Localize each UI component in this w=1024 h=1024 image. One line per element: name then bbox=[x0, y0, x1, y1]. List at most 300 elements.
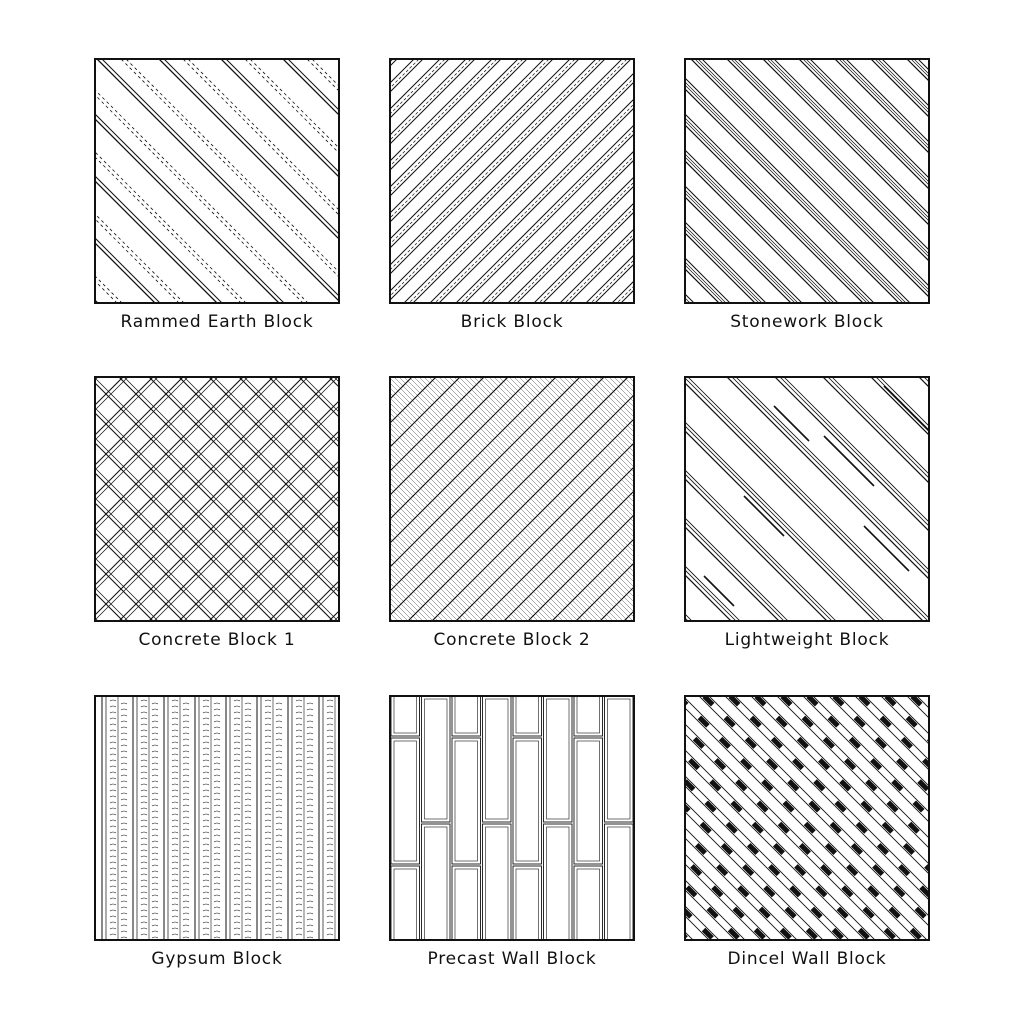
hatch-tick bbox=[265, 718, 271, 719]
hatch-tick bbox=[265, 754, 271, 755]
hatch-tick bbox=[152, 847, 158, 848]
hatch-tick bbox=[110, 868, 116, 869]
hatch-tick bbox=[141, 916, 147, 917]
hatch-line bbox=[756, 695, 930, 941]
hatch-tick bbox=[203, 802, 209, 803]
hatch-tick bbox=[183, 883, 189, 884]
hatch-tick bbox=[214, 703, 220, 704]
hatch-tick bbox=[141, 730, 147, 731]
hatch-line bbox=[94, 58, 205, 304]
hatch-tick bbox=[183, 757, 189, 758]
hatch-tick bbox=[234, 844, 240, 845]
hatch-tick bbox=[214, 937, 220, 938]
hatch-line bbox=[218, 376, 340, 622]
hatch-tick bbox=[307, 931, 313, 932]
hatch-tick bbox=[296, 838, 302, 839]
hatch-tick bbox=[234, 898, 240, 899]
hatch-tick bbox=[296, 892, 302, 893]
hatch-tick bbox=[121, 787, 127, 788]
hatch-tick bbox=[276, 913, 282, 914]
hatch-tick bbox=[141, 790, 147, 791]
hatch-tick bbox=[121, 913, 127, 914]
hatch-tick bbox=[276, 889, 282, 890]
hatch-tick bbox=[234, 778, 240, 779]
hatch-tick bbox=[121, 799, 127, 800]
hatch-line bbox=[531, 376, 635, 622]
hatch-tick bbox=[327, 892, 333, 893]
hatch-tick bbox=[265, 880, 271, 881]
hatch-tick bbox=[234, 730, 240, 731]
hatch-tick bbox=[265, 814, 271, 815]
hatch-dash bbox=[824, 436, 874, 486]
tile-frame bbox=[685, 377, 929, 621]
hatch-tick bbox=[141, 838, 147, 839]
hatch-tick bbox=[214, 817, 220, 818]
precast-panel bbox=[574, 866, 603, 941]
precast-panel bbox=[452, 738, 481, 864]
hatch-tick bbox=[172, 856, 178, 857]
hatch-tick bbox=[296, 712, 302, 713]
hatch-tick bbox=[172, 772, 178, 773]
hatch-tick bbox=[141, 892, 147, 893]
hatch-line bbox=[162, 58, 340, 304]
hatch-tick bbox=[110, 730, 116, 731]
hatch-tick bbox=[245, 811, 251, 812]
hatch-tick bbox=[141, 766, 147, 767]
hatch-line bbox=[94, 376, 174, 622]
hatch-tick bbox=[110, 910, 116, 911]
hatch-tick bbox=[327, 718, 333, 719]
hatch-tick bbox=[234, 910, 240, 911]
hatch-tick bbox=[121, 877, 127, 878]
hatch-tick bbox=[234, 922, 240, 923]
hatch-line bbox=[498, 376, 635, 622]
hatch-tick bbox=[296, 790, 302, 791]
hatch-tick bbox=[327, 808, 333, 809]
hatch-tick bbox=[307, 889, 313, 890]
hatch-tick bbox=[245, 889, 251, 890]
hatch-tick bbox=[245, 895, 251, 896]
hatch-tick bbox=[141, 922, 147, 923]
tile-frame bbox=[95, 377, 339, 621]
block-tile-gypsum bbox=[94, 695, 340, 969]
hatch-line bbox=[389, 376, 614, 622]
concrete-2-hatch-swatch bbox=[389, 376, 635, 622]
hatch-tick bbox=[183, 937, 189, 938]
hatch-line bbox=[94, 376, 114, 622]
hatch-tick bbox=[141, 718, 147, 719]
hatch-line bbox=[730, 695, 930, 941]
hatch-tick bbox=[307, 703, 313, 704]
hatch-tick bbox=[172, 928, 178, 929]
hatch-tick bbox=[214, 739, 220, 740]
hatch-tick bbox=[296, 718, 302, 719]
hatch-tick bbox=[307, 817, 313, 818]
hatch-tick bbox=[172, 730, 178, 731]
hatch-tick bbox=[152, 763, 158, 764]
hatch-tick bbox=[172, 826, 178, 827]
hatch-tick bbox=[121, 907, 127, 908]
hatch-line bbox=[684, 376, 930, 622]
hatch-line bbox=[94, 376, 234, 622]
hatch-tick bbox=[276, 937, 282, 938]
hatch-line bbox=[684, 58, 715, 304]
hatch-tick bbox=[172, 700, 178, 701]
hatch-line bbox=[818, 695, 930, 941]
hatch-line bbox=[94, 58, 176, 304]
hatch-line bbox=[603, 376, 635, 622]
hatch-tick bbox=[214, 895, 220, 896]
hatch-tick bbox=[152, 727, 158, 728]
hatch-tick bbox=[234, 754, 240, 755]
hatch-tick bbox=[203, 808, 209, 809]
hatch-tick bbox=[172, 742, 178, 743]
hatch-tick bbox=[307, 823, 313, 824]
hatch-tick bbox=[214, 823, 220, 824]
precast-panel-inner bbox=[516, 869, 539, 941]
hatch-tick bbox=[296, 700, 302, 701]
hatch-tick bbox=[203, 844, 209, 845]
hatch-tick bbox=[214, 763, 220, 764]
hatch-tick bbox=[141, 796, 147, 797]
hatch-tick bbox=[307, 919, 313, 920]
hatch-tick bbox=[245, 793, 251, 794]
hatch-tick bbox=[276, 769, 282, 770]
precast-panel-inner bbox=[455, 695, 478, 733]
block-label-concrete-1: Concrete Block 1 bbox=[138, 630, 296, 650]
hatch-tick bbox=[327, 754, 333, 755]
hatch-line bbox=[891, 695, 930, 941]
hatch-tick bbox=[265, 700, 271, 701]
hatch-tick bbox=[307, 853, 313, 854]
hatch-tick bbox=[203, 760, 209, 761]
hatch-tick bbox=[183, 847, 189, 848]
hatch-tick bbox=[110, 838, 116, 839]
hatch-tick bbox=[327, 886, 333, 887]
precast-panel-inner bbox=[455, 869, 478, 941]
hatch-line bbox=[94, 376, 204, 622]
hatch-line bbox=[94, 58, 243, 304]
hatch-line bbox=[389, 58, 409, 304]
block-label-precast-wall: Precast Wall Block bbox=[427, 949, 597, 969]
hatch-line bbox=[782, 695, 930, 941]
hatch-line bbox=[684, 376, 704, 622]
hatch-tick bbox=[110, 820, 116, 821]
hatch-tick bbox=[203, 856, 209, 857]
hatch-tick bbox=[296, 736, 302, 737]
hatch-tick bbox=[214, 727, 220, 728]
hatch-tick bbox=[152, 793, 158, 794]
hatch-tick bbox=[152, 931, 158, 932]
hatch-tick bbox=[121, 763, 127, 764]
hatch-tick bbox=[141, 808, 147, 809]
hatch-tick bbox=[183, 715, 189, 716]
hatch-tick bbox=[203, 700, 209, 701]
hatch-line bbox=[389, 58, 461, 304]
hatch-tick bbox=[141, 850, 147, 851]
hatch-tick bbox=[141, 784, 147, 785]
hatch-tick bbox=[327, 772, 333, 773]
hatch-tick bbox=[307, 937, 313, 938]
hatch-tick bbox=[203, 742, 209, 743]
hatch-line bbox=[603, 376, 635, 622]
hatch-tick bbox=[276, 841, 282, 842]
precast-panel-inner bbox=[577, 695, 600, 733]
hatch-tick bbox=[121, 733, 127, 734]
hatch-tick bbox=[110, 904, 116, 905]
hatch-tick bbox=[296, 826, 302, 827]
hatch-tick bbox=[276, 829, 282, 830]
hatch-tick bbox=[183, 763, 189, 764]
precast-panel-inner bbox=[455, 741, 478, 861]
hatch-line bbox=[684, 58, 859, 304]
hatch-tick bbox=[327, 778, 333, 779]
hatch-tick bbox=[121, 889, 127, 890]
hatch-tick bbox=[296, 748, 302, 749]
hatch-tick bbox=[307, 835, 313, 836]
hatch-tick bbox=[183, 853, 189, 854]
hatch-tick bbox=[203, 706, 209, 707]
precast-panel bbox=[605, 696, 634, 822]
hatch-line bbox=[94, 376, 294, 622]
hatch-tick bbox=[203, 748, 209, 749]
hatch-tick bbox=[172, 766, 178, 767]
hatch-line bbox=[553, 376, 635, 622]
precast-wall-hatch-swatch bbox=[389, 695, 635, 941]
hatch-line bbox=[684, 58, 930, 304]
hatch-tick bbox=[307, 913, 313, 914]
hatch-tick bbox=[110, 790, 116, 791]
hatch-tick bbox=[152, 823, 158, 824]
hatch-line bbox=[389, 58, 513, 304]
hatch-tick bbox=[276, 739, 282, 740]
hatch-tick bbox=[307, 775, 313, 776]
hatch-line bbox=[248, 376, 340, 622]
concrete-1-hatch-swatch bbox=[94, 376, 340, 622]
hatch-tick bbox=[121, 721, 127, 722]
hatch-tick bbox=[327, 748, 333, 749]
hatch-tick bbox=[121, 811, 127, 812]
hatch-tick bbox=[296, 808, 302, 809]
hatch-tick bbox=[141, 712, 147, 713]
hatch-tick bbox=[172, 892, 178, 893]
hatch-tick bbox=[110, 844, 116, 845]
hatch-tick bbox=[121, 901, 127, 902]
hatch-tick bbox=[276, 871, 282, 872]
hatch-tick bbox=[121, 769, 127, 770]
hatch-dash bbox=[774, 406, 809, 441]
hatch-tick bbox=[152, 937, 158, 938]
hatch-tick bbox=[172, 874, 178, 875]
hatch-line bbox=[389, 58, 635, 304]
hatch-tick bbox=[265, 886, 271, 887]
hatch-tick bbox=[110, 916, 116, 917]
hatch-tick bbox=[245, 733, 251, 734]
hatch-line bbox=[684, 376, 930, 622]
hatch-tick bbox=[172, 736, 178, 737]
hatch-tick bbox=[296, 898, 302, 899]
hatch-tick bbox=[276, 709, 282, 710]
hatch-tick bbox=[121, 781, 127, 782]
hatch-tick bbox=[296, 832, 302, 833]
hatch-tick bbox=[296, 922, 302, 923]
hatch-tick bbox=[172, 832, 178, 833]
hatch-tick bbox=[234, 706, 240, 707]
hatch-tick bbox=[327, 916, 333, 917]
hatch-tick bbox=[203, 736, 209, 737]
hatch-tick bbox=[110, 814, 116, 815]
hatch-tick bbox=[110, 880, 116, 881]
hatch-tick bbox=[141, 742, 147, 743]
hatch-tick bbox=[276, 715, 282, 716]
hatch-tick bbox=[214, 865, 220, 866]
tile-frame bbox=[95, 696, 339, 940]
hatch-tick bbox=[296, 886, 302, 887]
hatch-tick bbox=[110, 766, 116, 767]
hatch-tick bbox=[265, 844, 271, 845]
hatch-tick bbox=[307, 829, 313, 830]
hatch-line bbox=[94, 376, 324, 622]
block-label-stonework: Stonework Block bbox=[730, 312, 884, 332]
hatch-tick bbox=[307, 865, 313, 866]
hatch-tick bbox=[245, 883, 251, 884]
hatch-line bbox=[684, 695, 792, 941]
hatch-tick bbox=[276, 835, 282, 836]
hatch-tick bbox=[172, 904, 178, 905]
hatch-tick bbox=[121, 847, 127, 848]
hatch-tick bbox=[110, 826, 116, 827]
hatch-tick bbox=[214, 889, 220, 890]
hatch-tick bbox=[203, 910, 209, 911]
hatch-tick bbox=[152, 715, 158, 716]
hatch-tick bbox=[110, 748, 116, 749]
hatch-tick bbox=[121, 745, 127, 746]
precast-panel bbox=[544, 824, 573, 941]
hatch-tick bbox=[245, 799, 251, 800]
hatch-line bbox=[94, 58, 329, 304]
hatch-line bbox=[389, 376, 514, 622]
hatch-tick bbox=[234, 868, 240, 869]
hatch-tick bbox=[245, 937, 251, 938]
hatch-line bbox=[563, 376, 635, 622]
hatch-tick bbox=[121, 817, 127, 818]
block-label-lightweight: Lightweight Block bbox=[724, 630, 890, 650]
hatch-tick bbox=[296, 784, 302, 785]
hatch-tick bbox=[327, 790, 333, 791]
hatch-tick bbox=[234, 736, 240, 737]
hatch-tick bbox=[234, 850, 240, 851]
hatch-tick bbox=[152, 841, 158, 842]
hatch-tick bbox=[214, 907, 220, 908]
hatch-tick bbox=[276, 877, 282, 878]
hatch-tick bbox=[327, 760, 333, 761]
block-tile-rammed-earth bbox=[94, 58, 340, 332]
hatch-dash bbox=[704, 576, 734, 606]
hatch-tick bbox=[234, 904, 240, 905]
hatch-tick bbox=[172, 838, 178, 839]
hatch-tick bbox=[307, 727, 313, 728]
hatch-line bbox=[389, 58, 635, 304]
hatch-tick bbox=[172, 922, 178, 923]
hatch-tick bbox=[327, 898, 333, 899]
hatch-tick bbox=[203, 892, 209, 893]
hatch-line bbox=[440, 58, 635, 304]
precast-panel bbox=[422, 696, 451, 822]
hatch-tick bbox=[110, 718, 116, 719]
precast-panel-inner bbox=[486, 827, 509, 941]
hatch-line bbox=[684, 695, 930, 941]
precast-panel-inner bbox=[425, 827, 448, 941]
hatch-tick bbox=[276, 859, 282, 860]
hatch-tick bbox=[234, 796, 240, 797]
hatch-tick bbox=[296, 754, 302, 755]
hatch-tick bbox=[141, 826, 147, 827]
hatch-tick bbox=[265, 802, 271, 803]
hatch-tick bbox=[141, 802, 147, 803]
hatch-line bbox=[94, 376, 264, 622]
hatch-tick bbox=[183, 817, 189, 818]
precast-panel bbox=[513, 695, 542, 736]
hatch-tick bbox=[307, 805, 313, 806]
hatch-line bbox=[94, 376, 179, 622]
precast-panel-inner bbox=[608, 827, 631, 941]
hatch-tick bbox=[183, 739, 189, 740]
hatch-tick bbox=[327, 856, 333, 857]
precast-panel bbox=[391, 738, 420, 864]
hatch-tick bbox=[307, 871, 313, 872]
hatch-tick bbox=[296, 814, 302, 815]
hatch-tick bbox=[110, 898, 116, 899]
hatch-tick bbox=[141, 772, 147, 773]
hatch-line bbox=[324, 58, 340, 304]
hatch-tick bbox=[245, 805, 251, 806]
hatch-line bbox=[684, 58, 930, 304]
hatch-tick bbox=[203, 928, 209, 929]
hatch-line bbox=[389, 58, 600, 304]
hatch-tick bbox=[110, 862, 116, 863]
hatch-line bbox=[850, 376, 930, 622]
hatch-tick bbox=[152, 787, 158, 788]
hatch-line bbox=[94, 376, 119, 622]
gypsum-hatch-swatch bbox=[94, 695, 340, 941]
hatch-tick bbox=[203, 724, 209, 725]
hatch-line bbox=[428, 376, 635, 622]
hatch-tick bbox=[276, 751, 282, 752]
hatch-tick bbox=[296, 904, 302, 905]
hatch-tick bbox=[121, 883, 127, 884]
precast-panel-inner bbox=[547, 699, 570, 819]
hatch-tick bbox=[110, 808, 116, 809]
hatch-tick bbox=[110, 778, 116, 779]
hatch-tick bbox=[203, 922, 209, 923]
hatch-tick bbox=[276, 817, 282, 818]
hatch-tick bbox=[307, 847, 313, 848]
hatch-tick bbox=[234, 832, 240, 833]
hatch-line bbox=[684, 58, 930, 304]
hatch-line bbox=[94, 58, 324, 304]
hatch-tick bbox=[121, 835, 127, 836]
hatch-tick bbox=[327, 820, 333, 821]
hatch-tick bbox=[245, 721, 251, 722]
hatch-tick bbox=[296, 856, 302, 857]
hatch-line bbox=[684, 695, 930, 941]
hatch-tick bbox=[121, 871, 127, 872]
hatch-tick bbox=[307, 877, 313, 878]
hatch-line bbox=[94, 376, 119, 622]
hatch-tick bbox=[234, 934, 240, 935]
hatch-tick bbox=[265, 730, 271, 731]
hatch-line bbox=[291, 58, 340, 304]
